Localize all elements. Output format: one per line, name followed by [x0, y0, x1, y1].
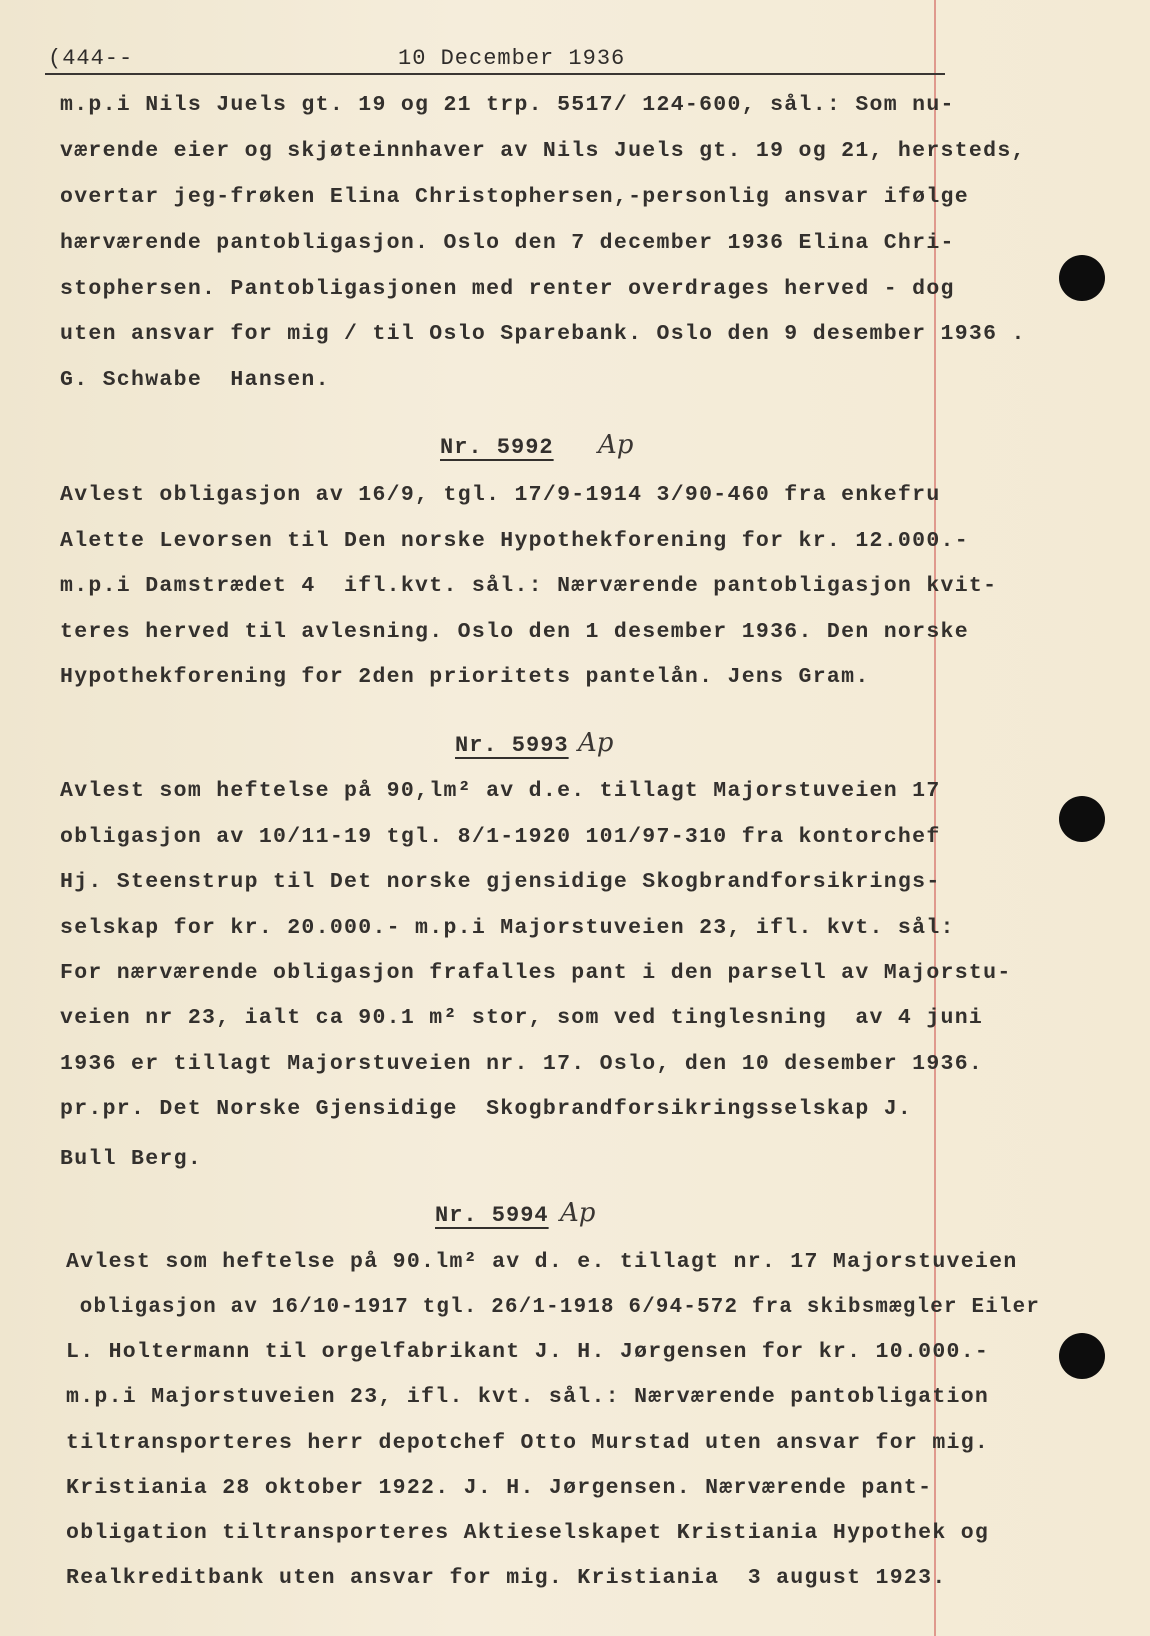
text-line: For nærværende obligasjon frafalles pant i den parsell av Majorstu- — [60, 961, 1012, 985]
header-date: 10 December 1936 — [398, 46, 626, 71]
text-line: m.p.i Damstrædet 4 ifl.kvt. sål.: Nærværende pantobligasjon kvit- — [60, 574, 998, 598]
text-line: Hj. Steenstrup til Det norske gjensidige Skogbrandforsikrings- — [60, 870, 941, 894]
punch-hole-bottom — [1059, 1333, 1105, 1379]
text-line: 1936 er tillagt Majorstuveien nr. 17. Oslo, den 10 desember 1936. — [60, 1052, 984, 1076]
text-line: Alette Levorsen til Den norske Hypothekforening for kr. 12.000.- — [60, 529, 969, 553]
entry-number: Nr. 5994 — [435, 1203, 549, 1228]
page-number: (444-- — [48, 46, 134, 71]
entry-number: Nr. 5993 — [455, 733, 569, 758]
text-line: hærværende pantobligasjon. Oslo den 7 december 1936 Elina Chri- — [60, 231, 955, 255]
text-line: obligasjon av 16/10-1917 tgl. 26/1-1918 6/94-572 fra skibsmægler Eiler — [66, 1295, 1041, 1319]
entry-number: Nr. 5992 — [440, 435, 554, 460]
text-line: pr.pr. Det Norske Gjensidige Skogbrandforsikringsselskap J. — [60, 1097, 913, 1121]
text-line: teres herved til avlesning. Oslo den 1 desember 1936. Den norske — [60, 620, 969, 644]
text-line: overtar jeg-frøken Elina Christophersen,-personlig ansvar ifølge — [60, 185, 969, 209]
text-line: uten ansvar for mig / til Oslo Sparebank. Oslo den 9 desember 1936 . — [60, 322, 1026, 346]
punch-hole-middle — [1059, 796, 1105, 842]
text-line: stophersen. Pantobligasjonen med renter overdrages herved - dog — [60, 277, 955, 301]
text-line: Avlest obligasjon av 16/9, tgl. 17/9-1914 3/90-460 fra enkefru — [60, 483, 941, 507]
punch-hole-top — [1059, 255, 1105, 301]
entry-initials: Ap — [578, 728, 614, 758]
text-line: m.p.i Nils Juels gt. 19 og 21 trp. 5517/ 124-600, sål.: Som nu- — [60, 93, 955, 117]
text-line: selskap for kr. 20.000.- m.p.i Majorstuveien 23, ifl. kvt. sål: — [60, 916, 955, 940]
header-rule — [45, 73, 945, 75]
text-line: Realkreditbank uten ansvar for mig. Kristiania 3 august 1923. — [66, 1566, 947, 1590]
text-line: Avlest som heftelse på 90.lm² av d. e. tillagt nr. 17 Majorstuveien — [66, 1250, 1018, 1274]
text-line: veien nr 23, ialt ca 90.1 m² stor, som ved tinglesning av 4 juni — [60, 1006, 984, 1030]
text-line: Kristiania 28 oktober 1922. J. H. Jørgensen. Nærværende pant- — [66, 1476, 933, 1500]
text-line: Hypothekforening for 2den prioritets pantelån. Jens Gram. — [60, 665, 870, 689]
text-line: m.p.i Majorstuveien 23, ifl. kvt. sål.: Nærværende pantobligation — [66, 1385, 990, 1409]
text-line: tiltransporteres herr depotchef Otto Murstad uten ansvar for mig. — [66, 1431, 990, 1455]
text-line: Avlest som heftelse på 90,lm² av d.e. tillagt Majorstuveien 17 — [60, 779, 941, 803]
text-line: G. Schwabe Hansen. — [60, 368, 330, 392]
text-line: Bull Berg. — [60, 1147, 203, 1171]
text-line: obligation tiltransporteres Aktieselskapet Kristiania Hypothek og — [66, 1521, 990, 1545]
text-line: obligasjon av 10/11-19 tgl. 8/1-1920 101/97-310 fra kontorchef — [60, 825, 941, 849]
text-line: værende eier og skjøteinnhaver av Nils Juels gt. 19 og 21, hersteds, — [60, 139, 1026, 163]
entry-initials: Ap — [598, 430, 634, 460]
entry-initials: Ap — [560, 1198, 596, 1228]
text-line: L. Holtermann til orgelfabrikant J. H. Jørgensen for kr. 10.000.- — [66, 1340, 990, 1364]
